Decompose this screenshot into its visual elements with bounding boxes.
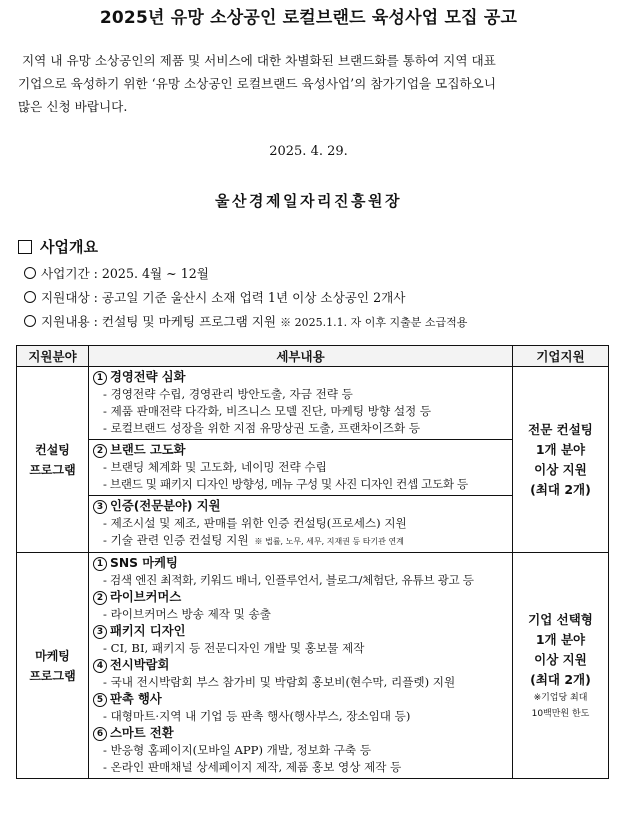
category-marketing: 마케팅 프로그램 — [17, 553, 89, 779]
number-circle-icon: 5 — [93, 693, 107, 707]
number-circle-icon: 2 — [93, 591, 107, 605]
marketing-items: 1 SNS 마케팅 - 검색 엔진 최적화, 키워드 배너, 인플루언서, 블로그/체험단, 유튜브 광고 등 2 라이브커머스 - 라이브커머스 방송 제작 및 송출 3 패키지 디자인 - CI, BI, 패키지 등 전문디자인 개발 및 홍보물 제작 4 전시박람회 - 국내 전시박람회 부스 참가비 및 박람회 홍보비(현수막, 리플렛) 지원 5 판촉 행사 - 대형마트·지역 내 기업 등 판촉 행사(행사부스, 장소임대 등) 6 스마트 전환 - 반응형 홈페이지(모바일 APP) 개발, 정보화 구축 등 - 온라인 판매채널 상세페이지 제작, 제품 홍보 영상 제작 등 — [89, 553, 512, 778]
consulting-item: 3 인증(전문분야) 지원 - 제조시설 및 제조, 판매를 위한 인증 컨설팅(프로세스) 지원 - 기술 관련 인증 컨설팅 지원 ※ 법률, 노무, 세무, 지재권 등 타기관 연계 — [89, 495, 512, 552]
number-circle-icon: 6 — [93, 727, 107, 741]
intro-line: 기업으로 육성하기 위한 ‘유망 소상공인 로컬브랜드 육성사업’의 참가기업을 모집하오니 — [18, 76, 496, 91]
consulting-item: 2 브랜드 고도화 - 브랜딩 체계화 및 고도화, 네이밍 전략 수립 - 브랜드 및 패키지 디자인 방향성, 메뉴 구성 및 사진 디자인 컨셉 고도화 등 — [89, 439, 512, 495]
circle-bullet-icon — [24, 315, 36, 327]
number-circle-icon: 4 — [93, 659, 107, 673]
header-field: 지원분야 — [17, 346, 89, 367]
category-consulting: 컨설팅 프로그램 — [17, 367, 89, 553]
intro-paragraph — [18, 49, 603, 118]
consulting-details — [89, 367, 513, 553]
circle-bullet-icon — [24, 267, 36, 279]
announcement-date: 2025. 4. 29. — [269, 144, 348, 159]
support-note: ※기업당 최대 — [533, 692, 588, 703]
consulting-item: 1 경영전략 심화 - 경영전략 수립, 경영관리 방안도출, 자금 전략 등 - 제품 판매전략 다각화, 비즈니스 모델 진단, 마케팅 방향 설정 등 - 로컬브랜드 성장을 위한 지점 유망상권 도출, 프랜차이즈화 등 — [89, 367, 512, 439]
overview-content: 지원내용 : 컨설팅 및 마케팅 프로그램 지원 ※ 2025.1.1. 자 이후 지출분 소급적용 — [24, 310, 614, 334]
table-header-row — [17, 346, 609, 367]
number-circle-icon: 1 — [93, 557, 107, 571]
overview-target: 지원대상 : 공고일 기준 울산시 소재 업력 1년 이상 소상공인 2개사 — [24, 286, 614, 310]
page-title: 2025년 유망 소상공인 로컬브랜드 육성사업 모집 공고 — [99, 8, 518, 28]
marketing-details — [89, 553, 513, 779]
header-support: 기업지원 — [513, 346, 609, 367]
square-bullet-icon — [18, 240, 32, 254]
table-row-marketing — [17, 553, 609, 779]
consulting-note: ※ 법률, 노무, 세무, 지재권 등 타기관 연계 — [254, 537, 404, 546]
intro-line: 지역 내 유망 소상공인의 제품 및 서비스에 대한 차별화된 브랜드화를 통하여 지역 대표 — [22, 53, 496, 68]
number-circle-icon: 3 — [93, 500, 107, 514]
number-circle-icon: 3 — [93, 625, 107, 639]
table-row-consulting — [17, 367, 609, 553]
intro-line: 많은 신청 바랍니다. — [18, 99, 128, 114]
organization-name: 울산경제일자리진흥원장 — [215, 192, 402, 210]
number-circle-icon: 2 — [93, 444, 107, 458]
support-note: 10백만원 한도 — [531, 708, 590, 719]
overview-period: 사업기간 : 2025. 4월 ~ 12월 — [24, 262, 614, 286]
support-marketing: 기업 선택형 1개 분야 이상 지원 (최대 2개) ※기업당 최대 10백만원 한도 — [513, 553, 609, 779]
overview-list — [24, 262, 614, 334]
program-table — [16, 345, 609, 779]
number-circle-icon: 1 — [93, 371, 107, 385]
support-consulting: 전문 컨설팅 1개 분야 이상 지원 (최대 2개) — [513, 367, 609, 553]
section-heading — [18, 236, 98, 257]
overview-content-note: ※ 2025.1.1. 자 이후 지출분 소급적용 — [280, 316, 468, 329]
section-title: 사업개요 — [40, 238, 98, 256]
header-detail: 세부내용 — [89, 346, 513, 367]
circle-bullet-icon — [24, 291, 36, 303]
